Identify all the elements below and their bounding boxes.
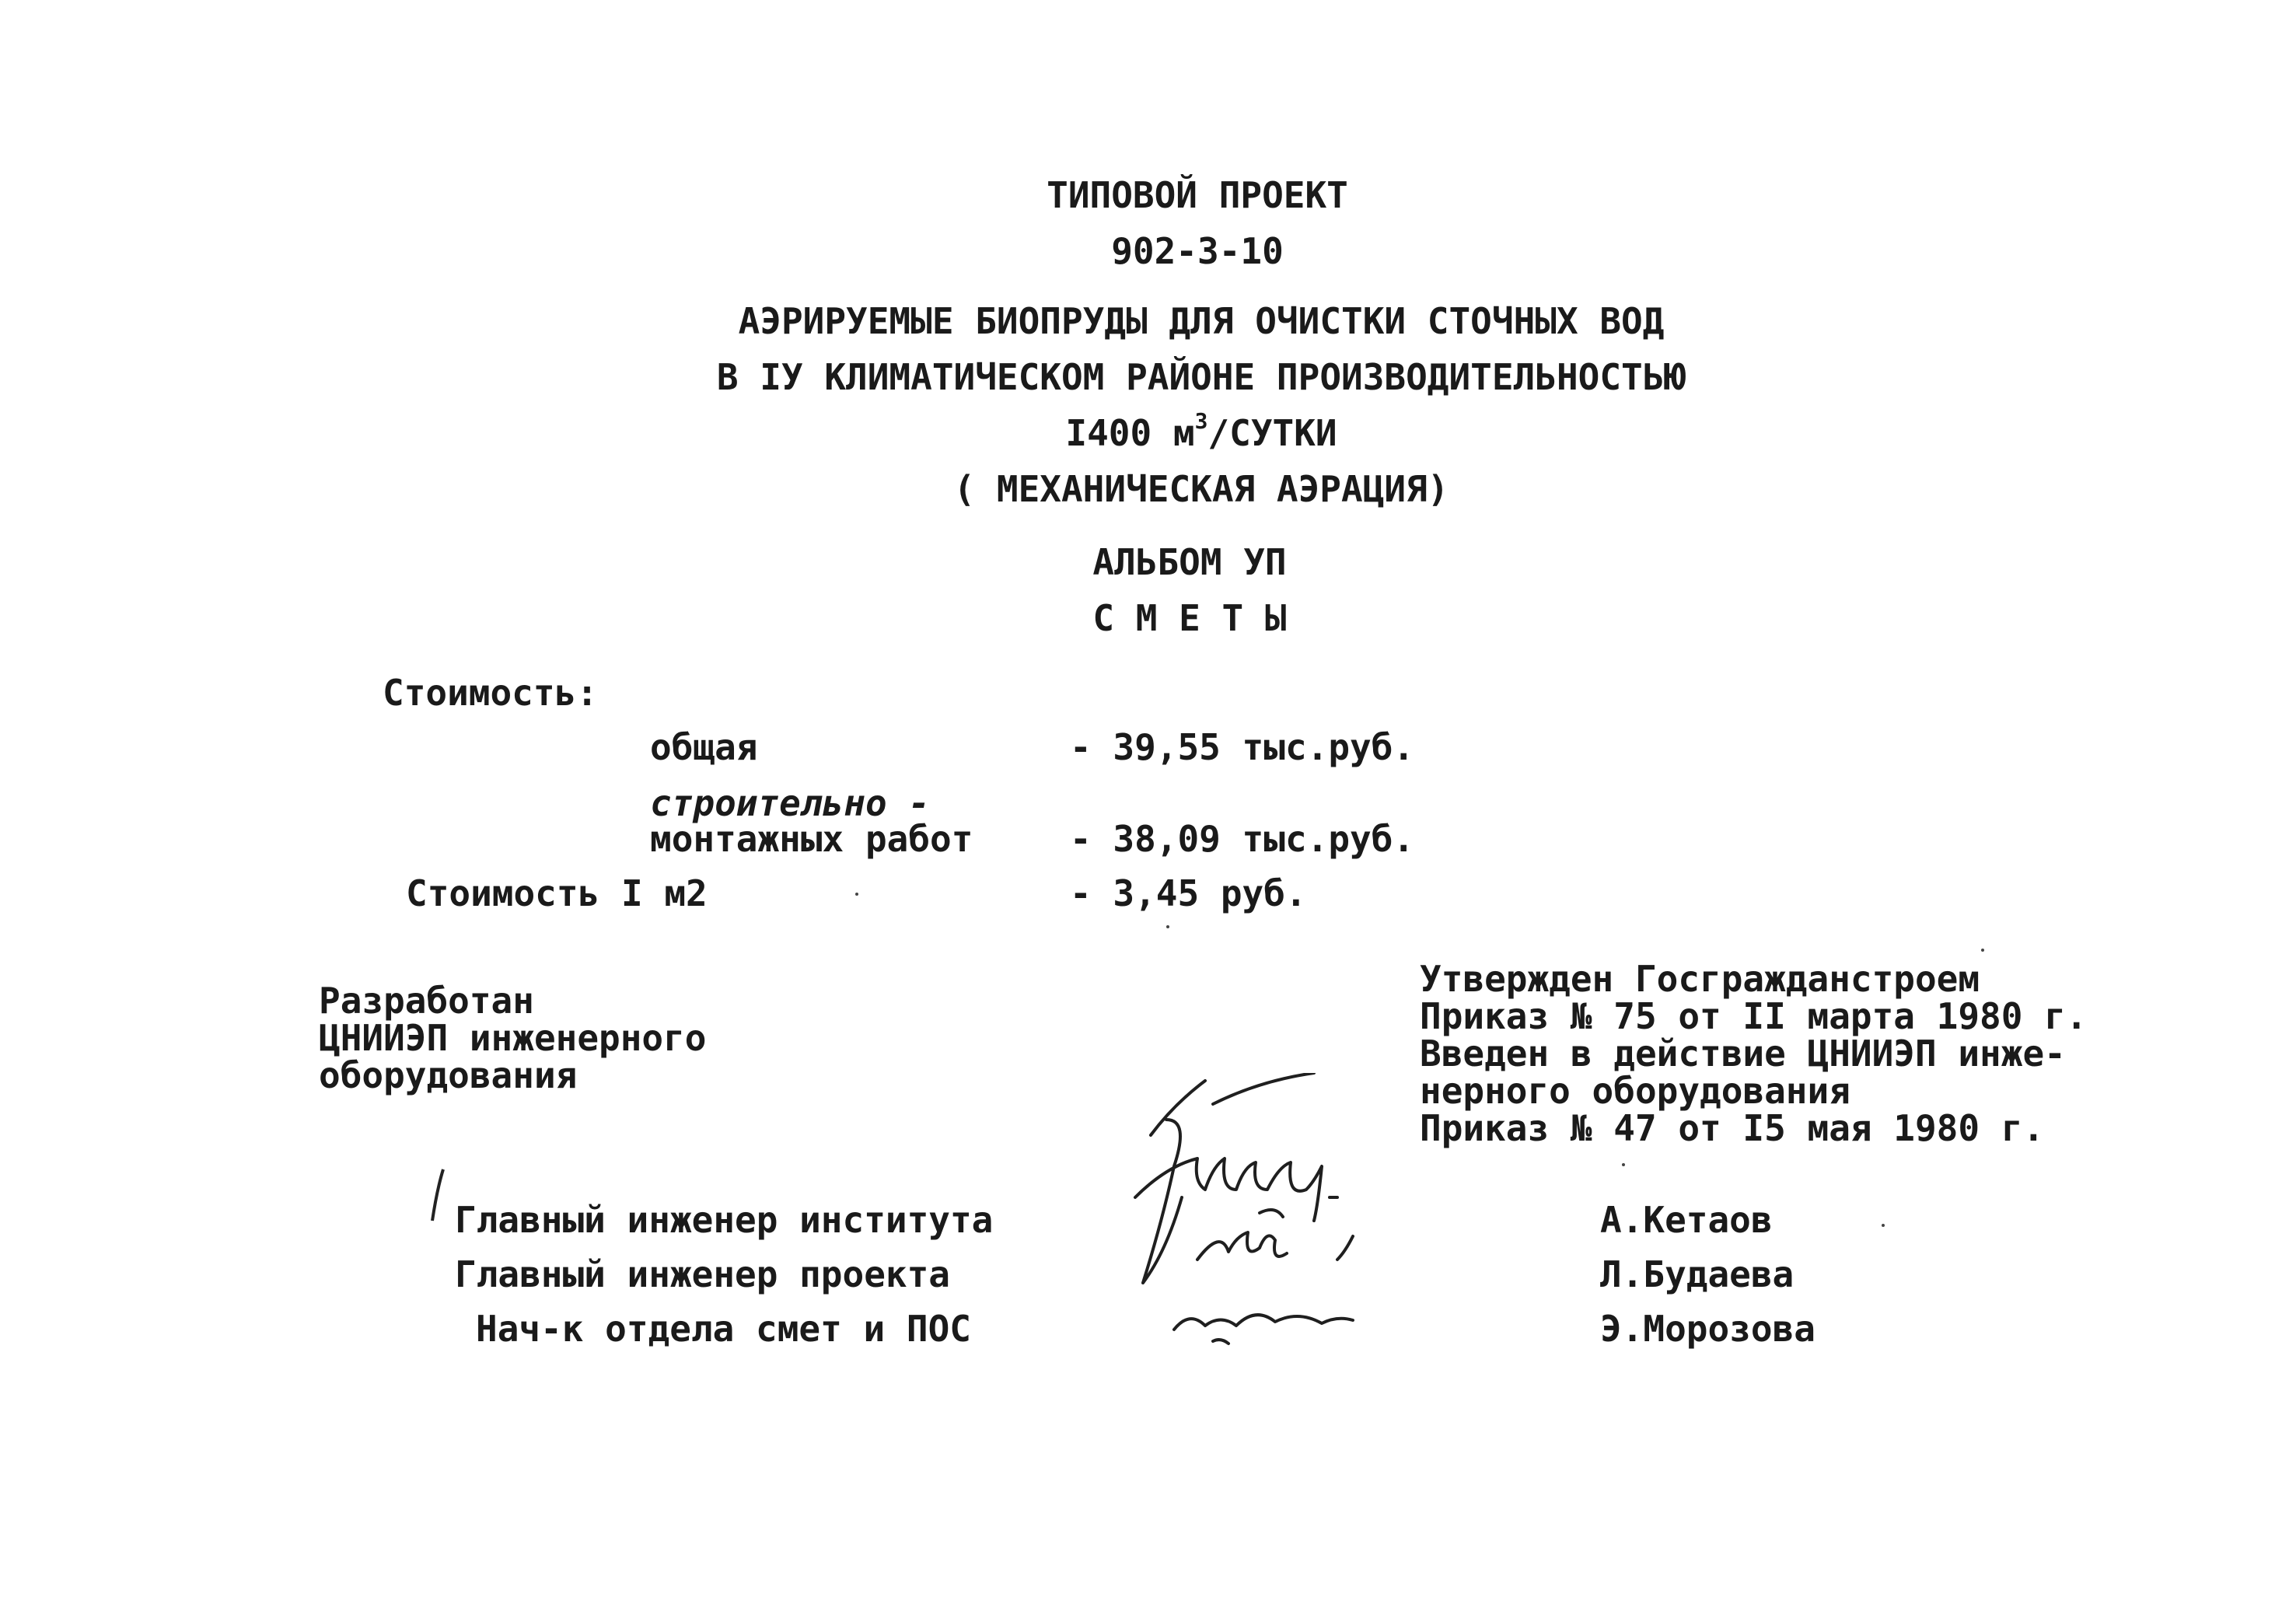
cost-total-label: общая [650, 726, 758, 768]
capacity-superscript: 3 [1194, 408, 1208, 434]
signatory-name-1: А.Кетаов [1600, 1199, 1773, 1241]
title-line-4: ( МЕХАНИЧЕСКАЯ АЭРАЦИЯ) [953, 468, 1449, 510]
capacity-value: I400 м [1065, 412, 1195, 454]
cost-unit-value: - 3,45 руб. [1070, 872, 1307, 914]
album-label: АЛЬБОМ УП [1092, 541, 1287, 583]
developer-line-3: оборудования [319, 1054, 578, 1096]
cost-construction-label-2: монтажных работ [650, 818, 973, 860]
scan-speck [1882, 1224, 1885, 1227]
tick-mark [426, 1166, 449, 1228]
approval-line-3: Введен в действие ЦНИИЭП инже- [1420, 1033, 2066, 1075]
signatory-name-3: Э.Морозова [1600, 1308, 1815, 1350]
project-number: 902-3-10 [1111, 230, 1284, 272]
capacity-unit: /СУТКИ [1207, 412, 1337, 454]
cost-heading: Стоимость: [383, 672, 598, 714]
cost-construction-value: - 38,09 тыс.руб. [1070, 818, 1415, 860]
handwritten-signatures [1120, 1073, 1415, 1353]
scan-speck [855, 893, 858, 896]
approval-line-1: Утвержден Госгражданстроем [1420, 958, 1980, 1000]
approval-line-4: нерного оборудования [1420, 1070, 1850, 1112]
cost-unit-label: Стоимость I м2 [406, 872, 708, 914]
section-label: С М Е Т Ы [1092, 597, 1287, 639]
title-line-3 [1065, 408, 1337, 454]
scan-speck [1166, 925, 1169, 928]
signatory-role-3: Нач-к отдела смет и ПОС [476, 1308, 971, 1350]
approval-line-5: Приказ № 47 от I5 мая 1980 г. [1420, 1107, 2045, 1149]
developer-line-2: ЦНИИЭП инженерного [319, 1017, 707, 1059]
scan-speck [1981, 949, 1984, 952]
cost-total-value: - 39,55 тыс.руб. [1070, 726, 1415, 768]
title-line-2: В IУ КЛИМАТИЧЕСКОМ РАЙОНЕ ПРОИЗВОДИТЕЛЬНОСТЬЮ [716, 356, 1686, 398]
developer-line-1: Разработан [319, 980, 534, 1022]
title-line-1: АЭРИРУЕМЫЕ БИОПРУДЫ ДЛЯ ОЧИСТКИ СТОЧНЫХ ВОД [738, 300, 1665, 342]
doc-type: ТИПОВОЙ ПРОЕКТ [1047, 174, 1348, 216]
signatory-role-1: Главный инженер института [455, 1199, 994, 1241]
approval-line-2: Приказ № 75 от II марта 1980 г. [1420, 995, 2088, 1037]
signatory-role-2: Главный инженер проекта [455, 1253, 950, 1295]
signatory-name-2: Л.Будаева [1600, 1253, 1795, 1295]
scan-speck [1622, 1163, 1625, 1166]
cost-construction-label-1: строительно - [650, 782, 931, 824]
